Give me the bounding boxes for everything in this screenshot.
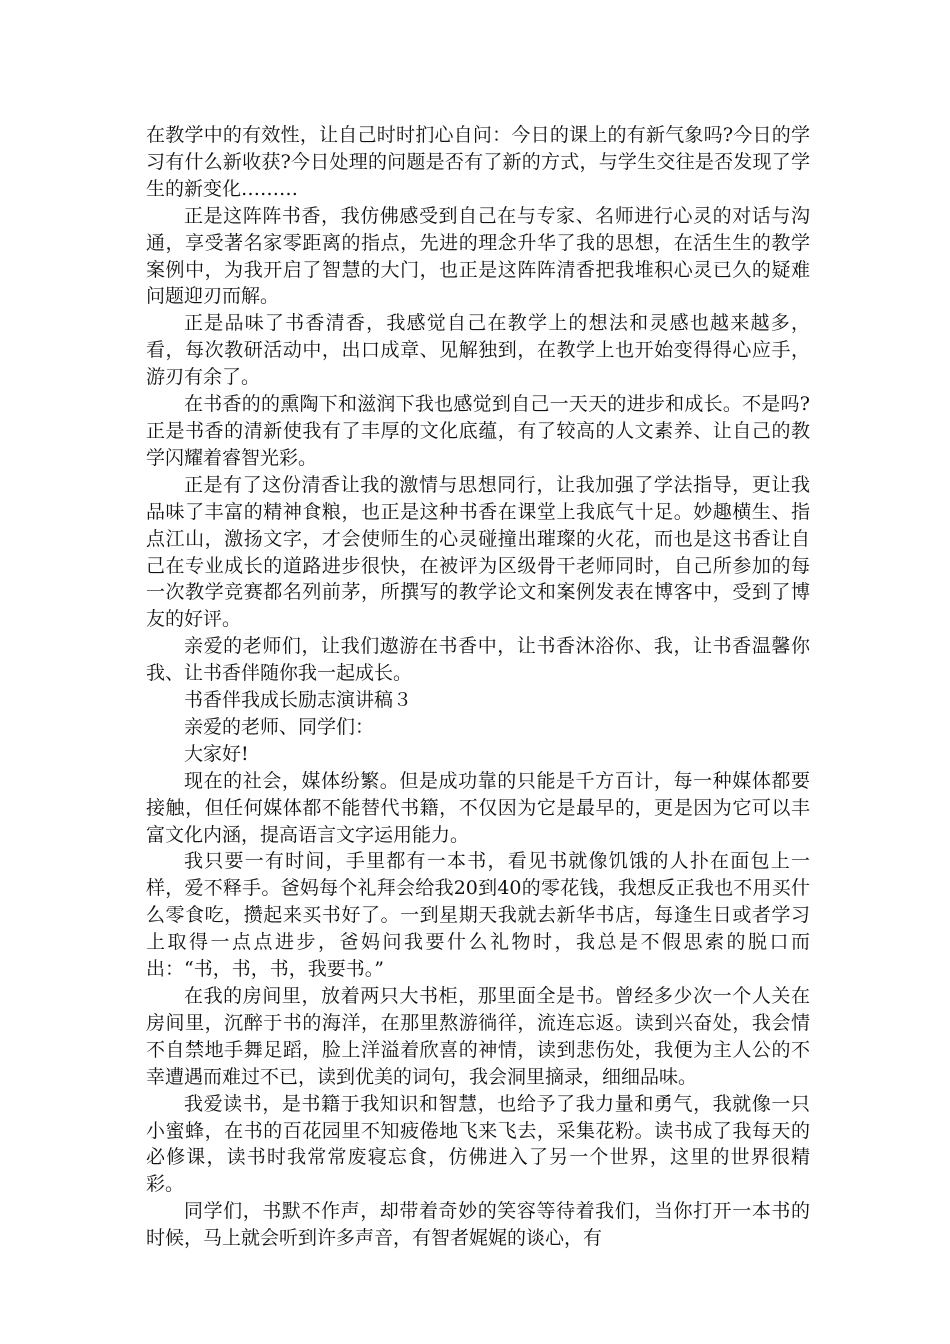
salutation: 亲爱的老师、同学们： — [184, 715, 375, 738]
paragraph: 在我的房间里，放着两只大书柜，那里面全是书。曾经多少次一个人关在房间里，沉醉于书的海洋，在那里熬游徜徉，流连忘返。读到兴奋处，我会情不自禁地手舞足蹈，脸上洋溢着欣喜的神情，读到悲伤处，我便为主人公的不幸遭遇而难过不已，读到优美的词句，我会洞里摘录，细细品味。 — [146, 985, 810, 1088]
paragraph: 亲爱的老师们，让我们遨游在书香中，让书香沐浴你、我，让书香温馨你我、让书香伴随你我一起成长。 — [146, 635, 810, 685]
paragraph: 正是有了这份清香让我的激情与思想同行，让我加强了学法指导，更让我品味了丰富的精神食粮，也正是这种书香在课堂上我底气十足。妙趣横生、指点江山，激扬文字，才会使师生的心灵碰撞出璀璨的火花，而也是这书香让自己在专业成长的道路进步很快，在被评为区级骨干老师同时，自己所参加的每一次教学竞赛都名列前茅，所撰写的教学论文和案例发表在博客中，受到了博友的好评。 — [146, 473, 810, 631]
greeting: 大家好! — [184, 742, 249, 765]
paragraph-continuation: 在教学中的有效性，让自己时时扪心自问：今日的课上的有新气象吗?今日的学习有什么新收获?今日处理的问题是否有了新的方式，与学生交往是否发现了学生的新变化……… — [146, 124, 810, 200]
document-page — [146, 122, 810, 1252]
paragraph: 现在的社会，媒体纷繁。但是成功靠的只能是千方百计，每一种媒体都要接触，但任何媒体都不能替代书籍，不仅因为它是最早的，更是因为它可以丰富文化内涵，提高语言文字运用能力。 — [146, 769, 810, 846]
paragraph: 我爱读书，是书籍于我知识和智慧，也给予了我力量和勇气，我就像一只小蜜蜂，在书的百花园里不知疲倦地飞来飞去，采集花粉。读书成了我每天的必修课，读书时我常常废寝忘食，仿佛进入了另一个世界，这里的世界很精彩。 — [146, 1092, 810, 1196]
paragraph: 正是这阵阵书香，我仿佛感受到自己在与专家、名师进行心灵的对话与沟通，享受著名家零距离的指点，先进的理念升华了我的思想，在活生生的教学案例中，为我开启了智慧的大门，也正是这阵阵清香把我堆积心灵已久的疑难问题迎刃而解。 — [146, 204, 810, 308]
paragraph: 同学们，书默不作声，却带着奇妙的笑容等待着我们，当你打开一本书的时候，马上就会听到许多声音，有智者娓娓的谈心，有 — [146, 1200, 810, 1250]
section-title: 书香伴我成长励志演讲稿３ — [184, 689, 413, 712]
paragraph: 我只要一有时间，手里都有一本书，看见书就像饥饿的人扑在面包上一样，爱不释手。爸妈每个礼拜会给我20到40的零花钱，我想反正我也不用买什么零食吃，攒起来买书好了。一到星期天我就去新华书店，每逢生日或者学习上取得一点点进步，爸妈问我要什么礼物时，我总是不假思索的脱口而出：“书，书，书，我要书。” — [146, 850, 810, 981]
paragraph: 正是品味了书香清香，我感觉自己在教学上的想法和灵感也越来越多，看，每次教研活动中，出口成章、见解独到，在教学上也开始变得得心应手，游刃有余了。 — [146, 312, 810, 389]
paragraph: 在书香的的熏陶下和滋润下我也感觉到自己一天天的进步和成长。不是吗?正是书香的清新使我有了丰厚的文化底蕴，有了较高的人文素养、让自己的教学闪耀着睿智光彩。 — [146, 393, 810, 469]
